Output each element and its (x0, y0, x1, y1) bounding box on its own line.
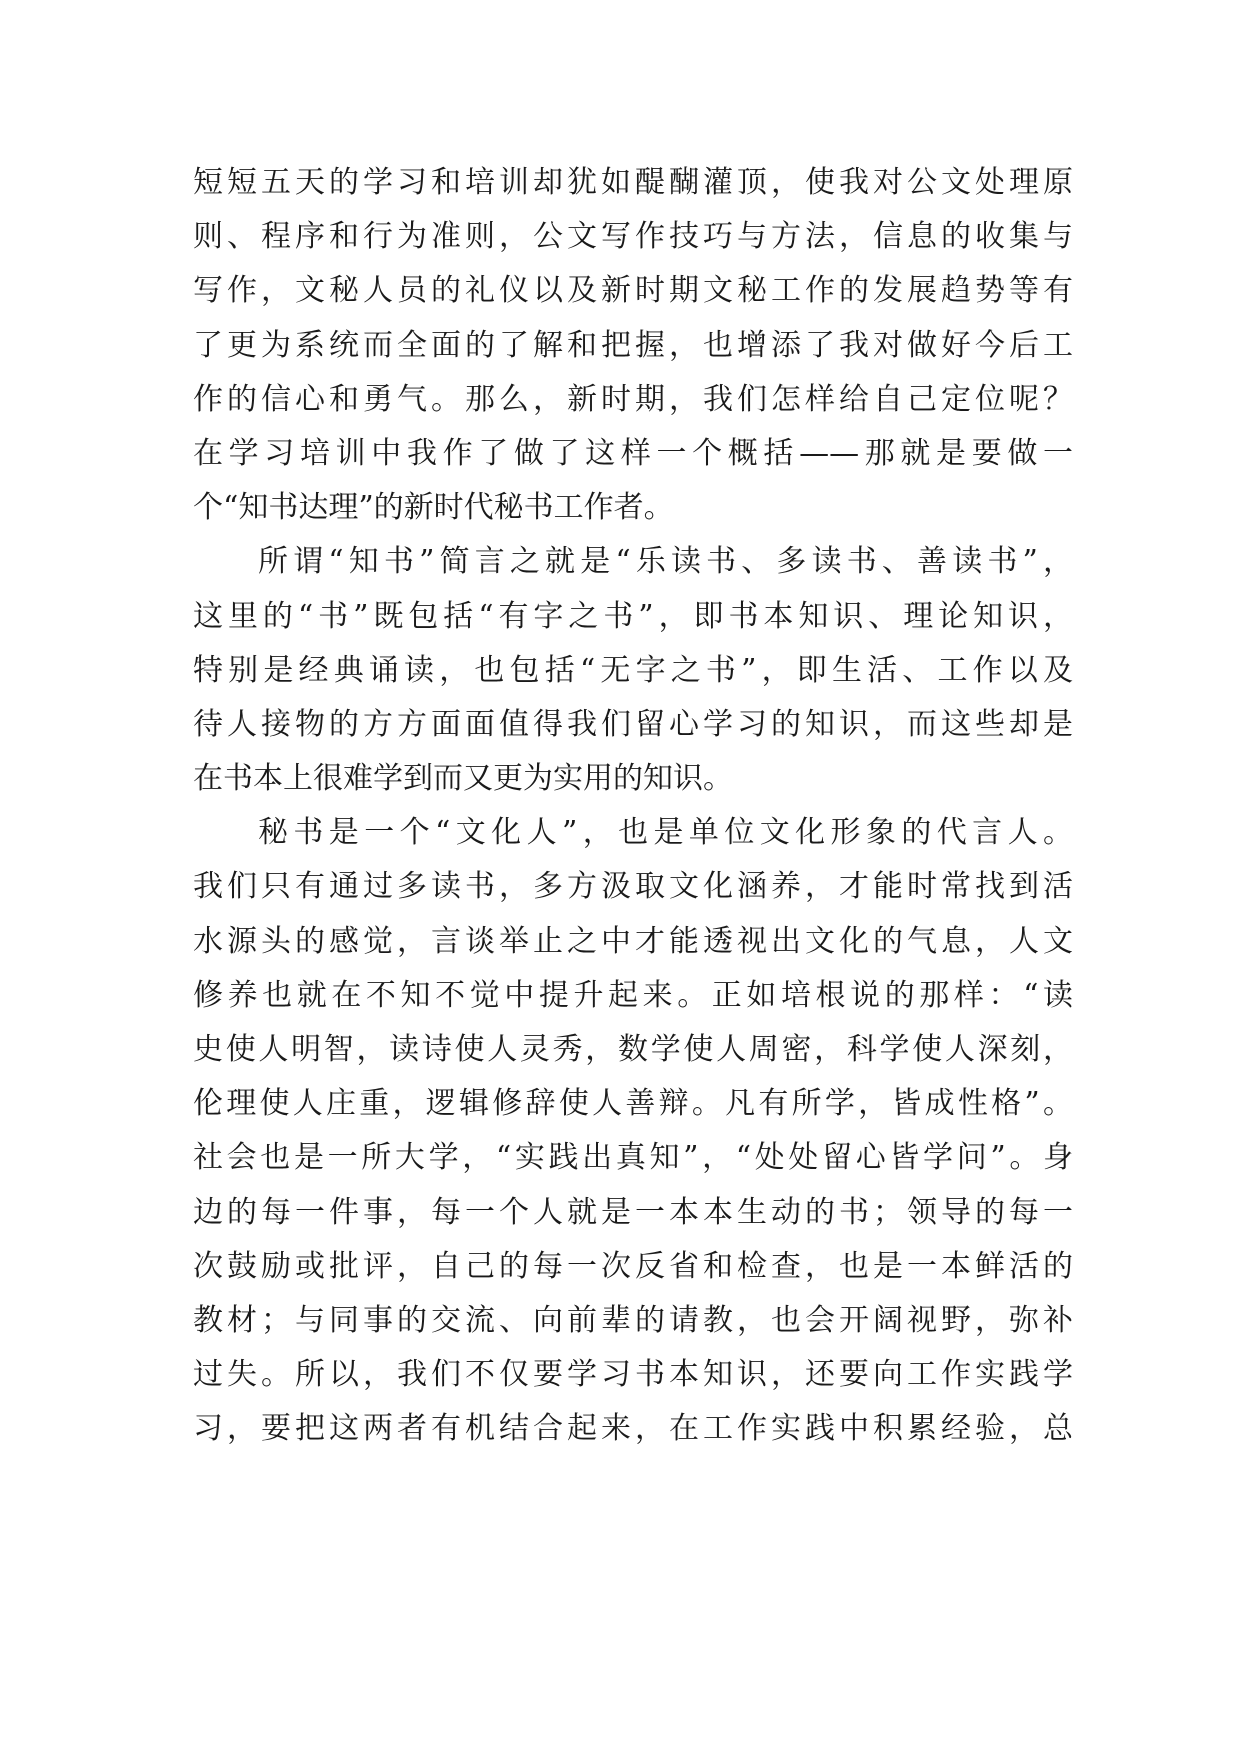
text-line: 秘书是一个“文化人”，也是单位文化形象的代言人。 (258, 815, 1073, 851)
text-line: 短短五天的学习和培训却犹如醍醐灌顶，使我对公文处理原 (193, 165, 1073, 200)
text-line: 伦理使人庄重，逻辑修辞使人善辩。凡有所学，皆成性格”。 (193, 1086, 1073, 1122)
text-line: 水源头的感觉，言谈举止之中才能透视出文化的气息，人文 (193, 923, 1073, 959)
text-line: 在学习培训中我作了做了这样一个概括——那就是要做一 (193, 435, 1073, 471)
text-line: 习，要把这两者有机结合起来，在工作实践中积累经验，总 (193, 1411, 1073, 1447)
document-body (193, 156, 1073, 1457)
text-line: 在书本上很难学到而又更为实用的知识。 (193, 761, 733, 797)
text-line: 次鼓励或批评，自己的每一次反省和检查，也是一本鲜活的 (193, 1248, 1073, 1284)
text-line: 则、程序和行为准则，公文写作技巧与方法，信息的收集与 (193, 219, 1073, 255)
text-line: 特别是经典诵读，也包括“无字之书”，即生活、工作以及 (193, 652, 1073, 688)
text-line: 写作，文秘人员的礼仪以及新时期文秘工作的发展趋势等有 (193, 273, 1073, 309)
text-line: 作的信心和勇气。那么，新时期，我们怎样给自己定位呢？ (193, 381, 1073, 417)
text-line: 待人接物的方方面面值得我们留心学习的知识，而这些却是 (193, 706, 1073, 742)
text-line: 教材；与同事的交流、向前辈的请教，也会开阔视野，弥补 (193, 1302, 1073, 1338)
text-line: 修养也就在不知不觉中提升起来。正如培根说的那样：“读 (193, 977, 1073, 1013)
text-line: 了更为系统而全面的了解和把握，也增添了我对做好今后工 (193, 327, 1073, 363)
text-line: 所谓“知书”简言之就是“乐读书、多读书、善读书”， (258, 544, 1073, 580)
text-line: 我们只有通过多读书，多方汲取文化涵养，才能时常找到活 (193, 869, 1073, 905)
text-line: 这里的“书”既包括“有字之书”，即书本知识、理论知识， (193, 598, 1073, 634)
text-line: 个“知书达理”的新时代秘书工作者。 (193, 490, 674, 526)
text-line: 社会也是一所大学，“实践出真知”，“处处留心皆学问”。身 (193, 1140, 1073, 1176)
text-line: 边的每一件事，每一个人就是一本本生动的书；领导的每一 (193, 1194, 1073, 1230)
text-line: 史使人明智，读诗使人灵秀，数学使人周密，科学使人深刻， (193, 1032, 1073, 1067)
text-line: 过失。所以，我们不仅要学习书本知识，还要向工作实践学 (193, 1357, 1073, 1393)
